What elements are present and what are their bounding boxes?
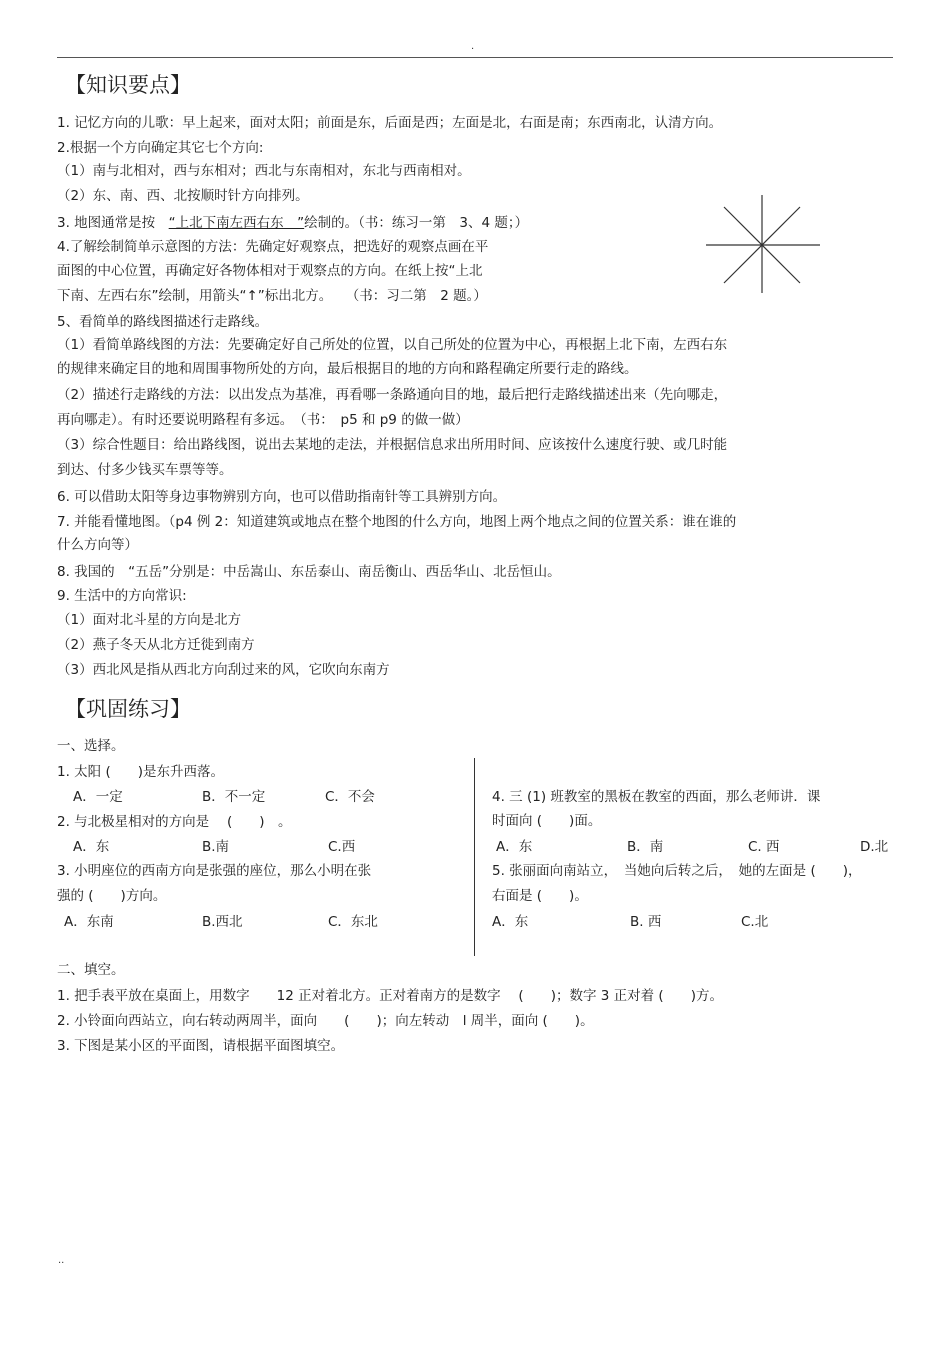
knowledge-line-14: （3）综合性题目：给出路线图，说出去某地的走法，并根据信息求出所用时间、应该按什么速度行驶、或几时能 [57, 437, 728, 453]
knowledge-line-3: （1）南与北相对，西与东相对；西北与东南相对，东北与西南相对。 [57, 163, 471, 179]
question-3-line-1: 3. 小明座位的西南方向是张强的座位，那么小明在张 [57, 863, 372, 879]
knowledge-line-23: （3）西北风是指从西北方向刮过来的风，它吹向东南方 [57, 662, 390, 678]
question-3-option-c: C．东北 [328, 914, 378, 930]
knowledge-line-12: （2）描述行走路线的方法：以出发点为基准，再看哪一条路通向目的地，最后把行走路线描述出来（先向哪走， [57, 387, 728, 403]
question-5-option-c: C.北 [741, 914, 769, 930]
question-4-option-d: D.北 [860, 839, 889, 855]
question-5-option-a: A．东 [492, 914, 529, 930]
knowledge-line-21: （1）面对北斗星的方向是北方 [57, 612, 242, 628]
knowledge-line-5-start: 3. 地图通常是按 [57, 215, 169, 231]
eight-direction-compass-icon [702, 193, 824, 297]
question-2-option-a: A．东 [73, 839, 110, 855]
fill-question-2: 2. 小铃面向西站立，向右转动两周半，面向 ( )；向左转动 l 周半，面向 ( )。 [57, 1013, 594, 1029]
question-5-line-1: 5. 张丽面向南站立， 当她向后转之后， 她的左面是 ( )， [492, 863, 862, 879]
question-4-line-1: 4. 三 (1) 班教室的黑板在教室的西面，那么老师讲．课 [492, 789, 821, 805]
knowledge-line-2: 2.根据一个方向确定其它七个方向: [57, 140, 264, 156]
question-1-option-c: C．不会 [325, 789, 375, 805]
knowledge-line-16: 6. 可以借助太阳等身边事物辨别方向，也可以借助指南针等工具辨别方向。 [57, 489, 507, 505]
fill-question-1: 1. 把手表平放在桌面上，用数字 12 正对着北方。正对着南方的是数字 ( )；数字 3 正对着 ( )方。 [57, 988, 723, 1004]
knowledge-line-10: （1）看简单路线图的方法：先要确定好自己所处的位置，以自己所处的位置为中心，再根据上北下南，左西右东 [57, 337, 728, 353]
question-5-option-b: B. 西 [630, 914, 662, 930]
practice-title: 【巩固练习】 [65, 697, 191, 721]
knowledge-line-22: （2）燕子冬天从北方迁徙到南方 [57, 637, 255, 653]
knowledge-line-4: （2）东、南、西、北按顺时针方向排列。 [57, 188, 309, 204]
knowledge-line-1: 1. 记忆方向的儿歌：早上起来，面对太阳；前面是东，后面是西；左面是北，右面是南；东西南北，认清方向。 [57, 115, 723, 131]
column-divider [474, 758, 475, 956]
question-2: 2. 与北极星相对的方向是 ( ) 。 [57, 814, 292, 830]
question-4-option-a: A．东 [496, 839, 533, 855]
question-4-line-2: 时面向 ( )面。 [492, 813, 602, 829]
knowledge-line-13: 再向哪走）。有时还要说明路程有多远。 （书： p5 和 p9 的做一做） [57, 412, 469, 428]
question-1-option-b: B．不一定 [202, 789, 266, 805]
knowledge-line-15: 到达、付多少钱买车票等等。 [57, 462, 233, 478]
question-1: 1. 太阳 ( )是东升西落。 [57, 764, 224, 780]
knowledge-line-20: 9. 生活中的方向常识: [57, 588, 187, 604]
choice-section-title: 一、选择。 [57, 738, 125, 754]
knowledge-title: 【知识要点】 [65, 73, 191, 97]
knowledge-line-17: 7. 并能看懂地图。（p4 例 2：知道建筑或地点在整个地图的什么方向，地图上两个地点之间的位置关系：谁在谁的 [57, 514, 737, 530]
knowledge-line-5 [57, 214, 528, 232]
fill-question-3: 3. 下图是某小区的平面图，请根据平面图填空。 [57, 1038, 345, 1054]
knowledge-line-7: 面图的中心位置，再确定好各物体相对于观察点的方向。在纸上按“上北 [57, 263, 483, 279]
knowledge-line-9: 5、看简单的路线图描述行走路线。 [57, 314, 269, 330]
header-rule [57, 57, 893, 58]
knowledge-line-5-end: 绘制的。（书：练习一第 3、4 题；） [304, 215, 529, 231]
question-2-option-b: B.南 [202, 839, 230, 855]
question-5-line-2: 右面是 ( )。 [492, 888, 588, 904]
question-3-option-a: A．东南 [64, 914, 114, 930]
knowledge-line-18: 什么方向等） [57, 537, 138, 553]
knowledge-line-6: 4.了解绘制简单示意图的方法：先确定好观察点，把选好的观察点画在平 [57, 239, 489, 255]
footer-dots: .. [58, 1255, 65, 1266]
question-4-option-b: B．南 [627, 839, 664, 855]
question-2-option-c: C.西 [328, 839, 356, 855]
fill-section-title: 二、填空。 [57, 962, 125, 978]
knowledge-line-8: 下南、左西右东”绘制，用箭头“↑”标出北方。 （书：习二第 2 题。） [57, 288, 487, 304]
map-rule-phrase: “上北下南左西右东 ” [168, 215, 305, 231]
knowledge-line-19: 8. 我国的 “五岳”分别是：中岳嵩山、东岳泰山、南岳衡山、西岳华山、北岳恒山。 [57, 564, 561, 580]
knowledge-line-11: 的规律来确定目的地和周围事物所处的方向，最后根据目的地的方向和路程确定所要行走的路线。 [57, 361, 638, 377]
header-dot: . [471, 41, 475, 52]
question-1-option-a: A．一定 [73, 789, 123, 805]
question-3-line-2: 强的 ( )方向。 [57, 888, 167, 904]
question-3-option-b: B.西北 [202, 914, 243, 930]
question-4-option-c: C. 西 [748, 839, 780, 855]
